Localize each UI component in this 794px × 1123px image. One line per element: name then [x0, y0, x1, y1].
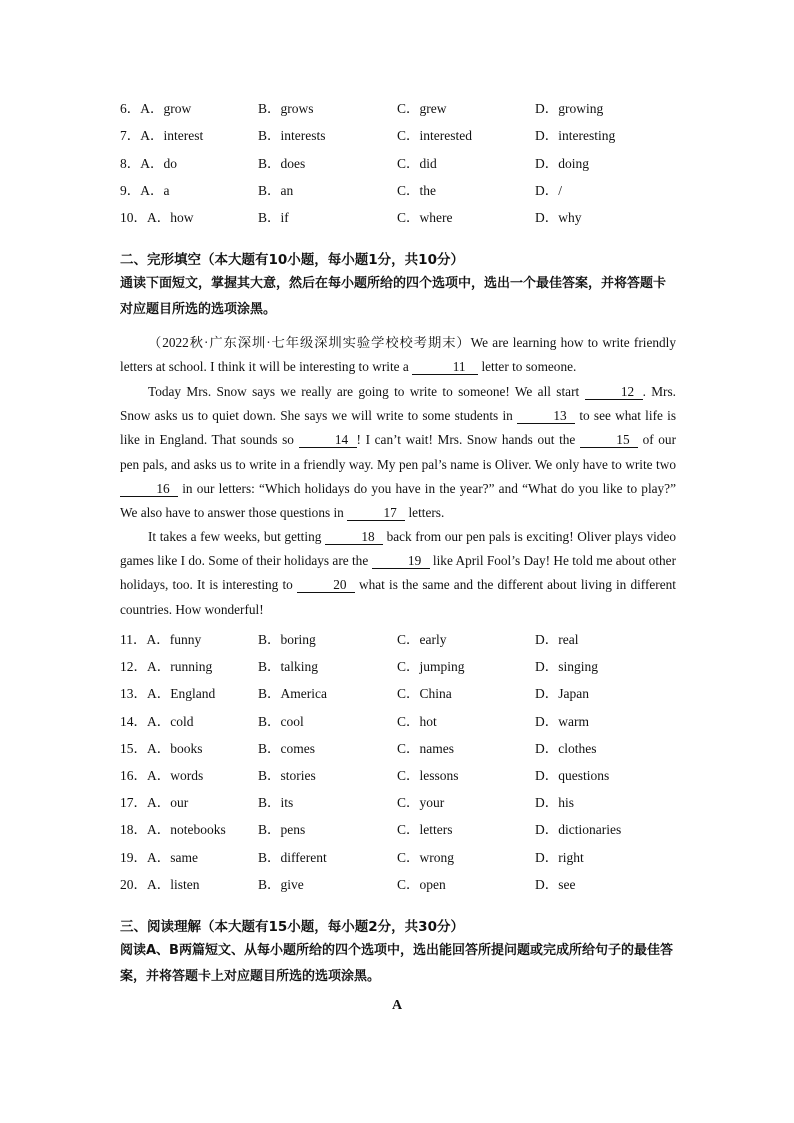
- option-c: C．did: [397, 156, 437, 171]
- option-row: [120, 97, 680, 117]
- option-c: C．your: [397, 795, 445, 810]
- blank-13: 13: [517, 408, 575, 424]
- option-row: [120, 152, 680, 172]
- option-row: [120, 682, 680, 702]
- option-b: B．its: [258, 795, 294, 810]
- option-d: D．warm: [535, 714, 589, 729]
- option-c: C．interested: [397, 128, 472, 143]
- option-d: D．dictionaries: [535, 822, 622, 837]
- option-b: B．grows: [258, 101, 314, 116]
- option-b: B．different: [258, 850, 327, 865]
- blank-18: 18: [325, 529, 383, 545]
- option-row: [120, 710, 680, 730]
- blank-19: 19: [372, 553, 430, 569]
- option-a: 14．A．cold: [120, 714, 194, 729]
- option-a: 13．A．England: [120, 686, 216, 701]
- option-b: B．America: [258, 686, 327, 701]
- option-d: D．see: [535, 877, 576, 892]
- option-row: [120, 791, 680, 811]
- blank-12: 12: [585, 384, 643, 400]
- option-c: C．the: [397, 183, 436, 198]
- section-instructions: 阅读A、B两篇短文、从每小题所给的四个选项中，选出能回答所提问题或完成所给句子的最佳答案，并将答题卡上对应题目所选的选项涂黑。: [120, 943, 673, 984]
- option-b: B．cool: [258, 714, 304, 729]
- option-a: 7．A．interest: [120, 128, 204, 143]
- option-row: [120, 846, 680, 866]
- option-d: D．growing: [535, 101, 604, 116]
- option-b: B．boring: [258, 632, 316, 647]
- option-d: D．interesting: [535, 128, 616, 143]
- blank-20: 20: [297, 577, 355, 593]
- section-heading: 三、阅读理解（本大题有15小题，每小题2分，共30分）: [120, 919, 464, 935]
- option-d: D．Japan: [535, 686, 589, 701]
- option-a: 18．A．notebooks: [120, 822, 226, 837]
- blank-15: 15: [580, 432, 638, 448]
- option-a: 6．A．grow: [120, 101, 192, 116]
- option-a: 8．A．do: [120, 156, 177, 171]
- option-row: [120, 873, 680, 893]
- source-note: （2022秋·广东深圳·七年级深圳实验学校校考期末）: [148, 335, 471, 350]
- blank-17: 17: [347, 505, 405, 521]
- option-c: C．lessons: [397, 768, 459, 783]
- option-c: C．letters: [397, 822, 453, 837]
- option-b: B．stories: [258, 768, 316, 783]
- blank-14: 14: [299, 432, 357, 448]
- option-c: C．names: [397, 741, 454, 756]
- option-d: D．right: [535, 850, 584, 865]
- option-d: D．his: [535, 795, 575, 810]
- option-c: C．open: [397, 877, 446, 892]
- option-d: D．/: [535, 183, 562, 198]
- option-a: 20．A．listen: [120, 877, 200, 892]
- option-b: B．pens: [258, 822, 306, 837]
- option-row: [120, 206, 680, 226]
- passage-paragraph: It takes a few weeks, but getting 18 back from our pen pals is exciting! Oliver plays video games like I do. Some of their holidays are the 19 like April Fool’s Day! He told me about other holidays, too. It is interesting to 20 what is the same and the different about living in different countries. How wonderful!: [120, 529, 677, 617]
- option-row: [120, 764, 680, 784]
- option-row: [120, 628, 680, 648]
- passage-label: A: [391, 998, 403, 1013]
- option-b: B．if: [258, 210, 289, 225]
- option-d: D．real: [535, 632, 579, 647]
- section-instructions: 通读下面短文，掌握其大意，然后在每小题所给的四个选项中，选出一个最佳答案，并将答题卡对应题目所选的选项涂黑。: [120, 276, 667, 317]
- option-d: D．questions: [535, 768, 610, 783]
- option-c: C．early: [397, 632, 447, 647]
- option-row: [120, 737, 680, 757]
- option-b: B．give: [258, 877, 304, 892]
- option-a: 12．A．running: [120, 659, 213, 674]
- option-c: C．China: [397, 686, 452, 701]
- option-row: [120, 655, 680, 675]
- passage-paragraph: （2022秋·广东深圳·七年级深圳实验学校校考期末）We are learning how to write friendly letters at school. I think it will be interesting to write a 11 letter to someone.: [120, 335, 676, 375]
- option-b: B．does: [258, 156, 306, 171]
- option-a: 19．A．same: [120, 850, 198, 865]
- option-b: B．talking: [258, 659, 318, 674]
- option-a: 15．A．books: [120, 741, 203, 756]
- option-a: 10．A．how: [120, 210, 194, 225]
- option-row: [120, 179, 680, 199]
- blank-11: 11: [412, 359, 478, 375]
- option-a: 11．A．funny: [120, 632, 202, 647]
- option-c: C．jumping: [397, 659, 465, 674]
- option-d: D．why: [535, 210, 582, 225]
- option-d: D．clothes: [535, 741, 597, 756]
- option-d: D．doing: [535, 156, 589, 171]
- option-c: C．where: [397, 210, 453, 225]
- option-b: B．comes: [258, 741, 315, 756]
- option-c: C．hot: [397, 714, 437, 729]
- option-b: B．interests: [258, 128, 326, 143]
- option-a: 17．A．our: [120, 795, 189, 810]
- option-c: C．grew: [397, 101, 447, 116]
- option-b: B．an: [258, 183, 294, 198]
- option-c: C．wrong: [397, 850, 454, 865]
- option-row: [120, 124, 680, 144]
- passage-paragraph: Today Mrs. Snow says we really are going to write to someone! We all start 12 . Mrs. Snow asks us to quiet down. She says we will write to some students in 13 to see what life is like in England. That sounds so 14 ! I can’t wait! Mrs. Snow hands out the 15 of our pen pals, and asks us to write in a friendly way. My pen pal’s name is Oliver. We only have to write two 16 in our letters: “Which holidays do you have in the year?” and “What do you like to play?” We also have to answer those questions in 17 letters.: [120, 384, 677, 521]
- section-heading: 二、完形填空（本大题有10小题，每小题1分，共10分）: [120, 252, 464, 268]
- option-a: 16．A．words: [120, 768, 204, 783]
- option-d: D．singing: [535, 659, 599, 674]
- option-a: 9．A．a: [120, 183, 170, 198]
- blank-16: 16: [120, 481, 178, 497]
- option-row: [120, 818, 680, 838]
